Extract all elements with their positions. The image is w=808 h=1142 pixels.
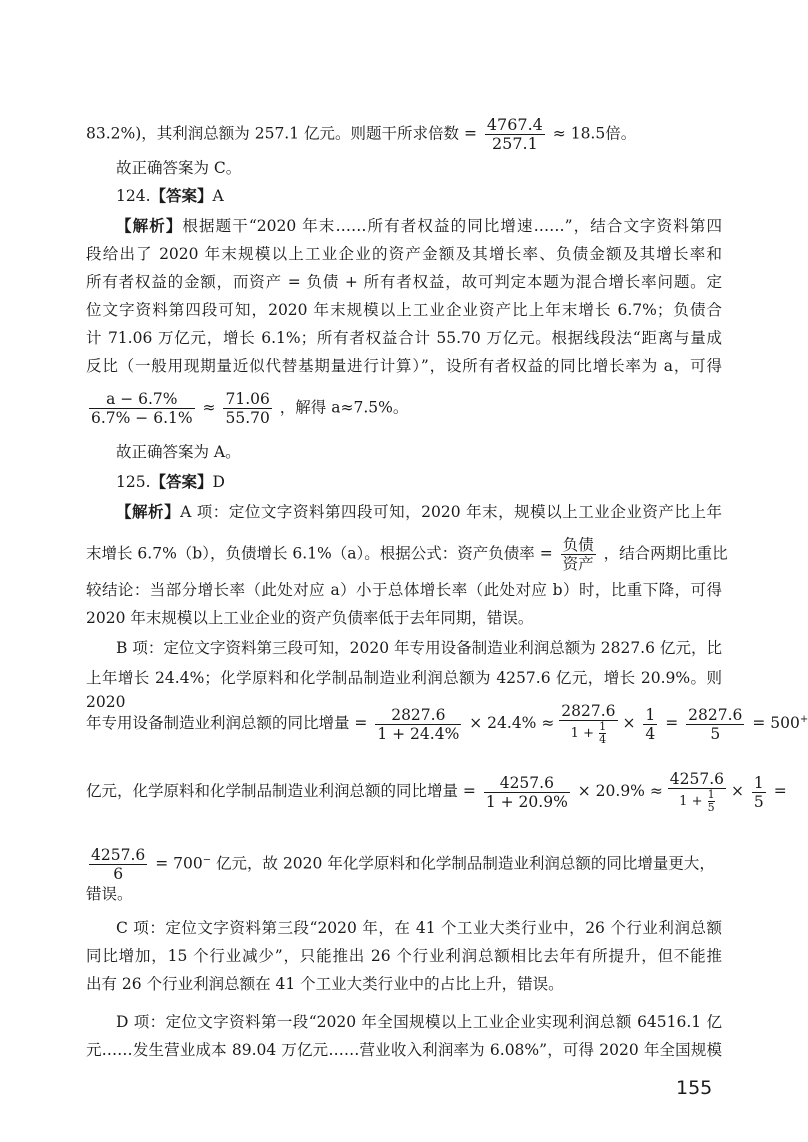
q125-b-frac-8 xyxy=(89,846,147,883)
q124-header xyxy=(116,184,722,208)
q124-eq-right-fraction xyxy=(223,390,271,427)
nested-den-prefix: 1 + xyxy=(679,794,703,809)
q125-a-text: A 项：定位文字资料第四段可知，2020 年末，规模以上工业企业资产比上年 xyxy=(180,503,722,521)
q125-d-line-2: 元……发生营业成本 89.04 万亿元……营业收入利润率为 6.08%”，可得 2020 年全国规模 xyxy=(86,1041,722,1059)
q125-b-frac-6 xyxy=(668,770,726,814)
q125-a-line-3: 较结论：当部分增长率（此处对应 a）小于总体增长率（此处对应 b）时，比重下降，可得 xyxy=(86,581,722,599)
q124-number: 124. xyxy=(116,187,151,205)
q124-analysis-line-3: 所有者权益的金额，而资产 = 负债 + 所有者权益，故可判定本题为混合增长率问题。定 xyxy=(86,273,722,291)
q125-b-times-2: × xyxy=(730,782,744,800)
mini-num: 1 xyxy=(707,788,715,801)
q125-b-frac-1 xyxy=(375,706,461,743)
q125-c-line-1: C 项：定位文字资料第三段“2020 年，在 41 个工业大类行业中，26 个行业利润总额 xyxy=(116,919,722,937)
q125-b4-pre: 亿元，化学原料和化学制品制造业利润总额的同比增量 = xyxy=(86,782,476,800)
q125-b-result-sup: + xyxy=(799,713,808,725)
q124-analysis-line-5: 计 71.06 万亿元，增长 6.1%；所有者权益合计 55.70 万亿元。根据线段法“距离与量成 xyxy=(86,329,722,347)
frac-num: 1 xyxy=(753,773,764,792)
q125-b5-sup: − xyxy=(202,854,212,866)
q125-b-line-4 xyxy=(86,770,787,814)
q125-header xyxy=(116,470,722,494)
q125-b-mid-1: × 24.4% ≈ xyxy=(469,714,555,732)
q125-ratio-fraction xyxy=(561,536,596,573)
q124-eq-left-fraction xyxy=(89,390,195,427)
q125-b-frac-2 xyxy=(559,702,617,746)
q125-b-line-5 xyxy=(86,846,722,883)
q124-analysis-tag: 【解析】 xyxy=(116,216,183,235)
nested-den xyxy=(559,721,617,746)
q124-eq-suffix: ，解得 a≈7.5%。 xyxy=(279,398,409,417)
q124-eq-num2: 71.06 xyxy=(225,390,270,408)
q124-analysis-line-1 xyxy=(116,214,722,238)
mini-den: 5 xyxy=(707,801,715,814)
q123-frac-den: 257.1 xyxy=(491,134,538,153)
q125-analysis-tag: 【解析】 xyxy=(116,502,181,521)
frac-den: 6 xyxy=(113,865,124,883)
q125-a-line-2 xyxy=(86,536,728,573)
q125-a-line-4: 2020 年末规模以上工业企业的资产负债率低于去年同期，错误。 xyxy=(86,609,534,627)
frac-den: 5 xyxy=(753,792,764,811)
q125-b5-tail: 亿元，故 2020 年化学原料和化学制品制造业利润总额的同比增量更大， xyxy=(216,854,715,873)
q125-b-frac-4 xyxy=(686,706,744,743)
q124-answer: 故正确答案为 A。 xyxy=(116,443,241,461)
q123-fraction xyxy=(485,116,545,153)
q124-analysis-line-4: 位文字资料第四段可知，2020 年末规模以上工业企业资产比上年末增长 6.7%；负债合 xyxy=(86,301,722,319)
q124-analysis-line-2: 段给出了 2020 年末规模以上工业企业的资产金额及其增长率、负债金额及其增长率和 xyxy=(86,245,722,263)
q125-c-line-2: 同比增加，15 个行业减少”，只能推出 26 个行业利润总额相比去年有所提升，但不能推 xyxy=(86,947,722,965)
q125-b-eq-2: = xyxy=(773,782,787,800)
q125-number: 125. xyxy=(116,473,151,491)
frac-den: 1 + 24.4% xyxy=(377,724,460,743)
q123-suffix: ≈ 18.5倍。 xyxy=(552,124,637,143)
q125-b5-post: = 700 xyxy=(155,854,203,873)
q125-b-line-6: 错误。 xyxy=(86,885,133,903)
q125-c-line-3: 出有 26 个行业利润总额在 41 个工业大类行业中的占比上升，错误。 xyxy=(86,975,564,993)
q125-b-result: = 500 xyxy=(752,714,800,732)
q125-a2-post: ，结合两期比重比 xyxy=(603,544,728,563)
q125-b-frac-7 xyxy=(752,774,766,811)
mini-den: 4 xyxy=(599,733,607,746)
q124-answer-tag: 【答案】 xyxy=(150,186,213,205)
q124-equation xyxy=(86,390,722,427)
q124-analysis-line-6: 反比（一般用现期量近似代替基期量进行计算）”，设所有者权益的同比增长率为 a，可得 xyxy=(86,357,722,375)
q125-answer-letter: D xyxy=(212,473,225,491)
q124-eq-den2: 55.70 xyxy=(225,409,270,427)
q125-ratio-den: 资产 xyxy=(562,555,594,573)
q124-eq-approx: ≈ xyxy=(202,398,216,417)
q125-b-line-2: 上年增长 24.4%；化学原料和化学制品制造业利润总额为 4257.6 亿元，增长 20.9%。则 2020 xyxy=(86,669,722,711)
q125-b-mid-2: × 20.9% ≈ xyxy=(577,782,663,800)
nested-den xyxy=(668,789,726,814)
frac-num: 4257.6 xyxy=(91,846,146,864)
mini-num: 1 xyxy=(599,720,607,733)
frac-num: 1 xyxy=(645,705,656,724)
q125-b-frac-3 xyxy=(643,706,657,743)
q125-b-frac-5 xyxy=(484,774,570,811)
frac-den: 1 + 20.9% xyxy=(485,792,568,811)
frac-den: 5 xyxy=(710,724,721,743)
q125-d-line-1: D 项：定位文字资料第一段“2020 年全国规模以上工业企业实现利润总额 64516.1 亿 xyxy=(116,1013,722,1031)
frac-num: 2827.6 xyxy=(561,702,616,720)
q125-b-line-3 xyxy=(86,702,808,746)
q124-line-text: 根据题干“2020 年末……所有者权益的同比增速……”，结合文字资料第四 xyxy=(182,217,722,235)
mini-fraction xyxy=(599,721,606,746)
q124-eq-den: 6.7% − 6.1% xyxy=(91,409,193,427)
q123-answer: 故正确答案为 C。 xyxy=(116,159,242,177)
q125-ratio-num: 负债 xyxy=(562,536,594,554)
frac-num: 2827.6 xyxy=(688,705,743,724)
q125-a2-pre: 末增长 6.7%（b），负债增长 6.1%（a）。根据公式：资产负债率 = xyxy=(86,544,553,563)
q125-b3-pre: 年专用设备制造业利润总额的同比增量 = xyxy=(86,714,368,732)
frac-num: 4257.6 xyxy=(669,770,725,788)
q125-a-line-1 xyxy=(116,500,722,524)
mini-fraction xyxy=(708,789,715,814)
q125-b-line-1: B 项：定位文字资料第三段可知，2020 年专用设备制造业利润总额为 2827.6 亿元，比 xyxy=(116,639,722,657)
q124-answer-letter: A xyxy=(212,187,224,205)
q125-answer-tag: 【答案】 xyxy=(150,472,213,491)
q123-prefix: 83.2%)，其利润总额为 257.1 亿元。则题干所求倍数 = xyxy=(86,124,477,143)
frac-num: 4257.6 xyxy=(484,774,570,793)
nested-den-prefix: 1 + xyxy=(570,726,594,741)
frac-den: 4 xyxy=(645,724,656,743)
q125-b-times: × xyxy=(622,714,636,732)
page-number: 155 xyxy=(676,1077,713,1099)
q124-eq-num: a − 6.7% xyxy=(89,390,195,409)
q123-result-line xyxy=(86,116,722,153)
frac-num: 2827.6 xyxy=(375,706,461,725)
q125-b-eq: = xyxy=(665,714,679,732)
q123-frac-num: 4767.4 xyxy=(486,115,543,134)
